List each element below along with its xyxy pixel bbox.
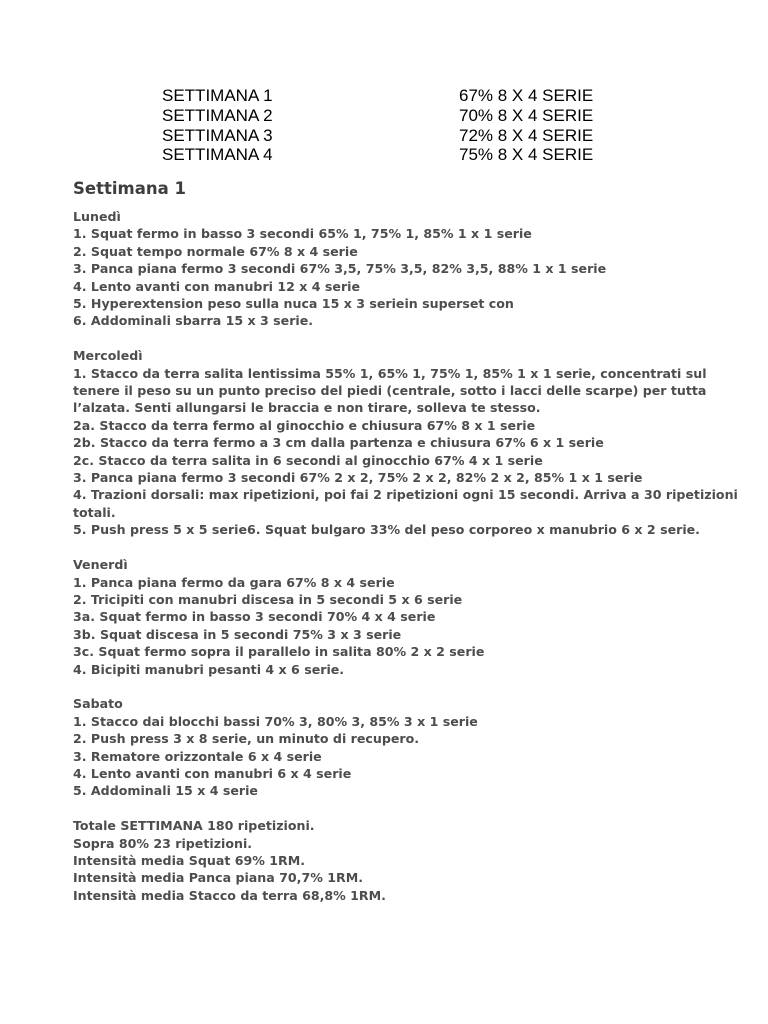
day-section [73, 695, 753, 799]
exercise-line: 3. Rematore orizzontale 6 x 4 serie [73, 748, 322, 764]
days-list [73, 208, 753, 800]
exercise-line: 2. Push press 3 x 8 serie, un minuto di recupero. [73, 731, 420, 747]
day-title: Sabato [73, 696, 123, 712]
exercise-line: 1. Panca piana fermo da gara 67% 8 x 4 serie [73, 574, 395, 590]
exercise-line: 1. Squat fermo in basso 3 secondi 65% 1, 75% 1, 85% 1 x 1 serie [73, 226, 532, 242]
summary-line: Intensità media Squat 69% 1RM. [73, 852, 306, 868]
week-label: SETTIMANA 3 [162, 125, 273, 145]
week-row [162, 86, 622, 106]
exercise-line: 5. Hyperextension peso sulla nuca 15 x 3 seriein superset con [73, 296, 514, 312]
exercise-line: 5. Push press 5 x 5 serie6. Squat bulgaro 33% del peso corporeo x manubrio 6 x 2 serie. [73, 522, 700, 538]
day-title: Lunedì [73, 209, 121, 224]
exercise-line: 4. Lento avanti con manubri 6 x 4 serie [73, 765, 352, 781]
exercise-line: 4. Trazioni dorsali: max ripetizioni, poi fai 2 ripetizioni ogni 15 secondi. Arriva a 30 ripetizioni [73, 487, 738, 503]
section-title: Settimana 1 [73, 179, 186, 198]
exercise-line: 6. Addominali sbarra 15 x 3 serie. [73, 313, 314, 329]
exercise-line: 3a. Squat fermo in basso 3 secondi 70% 4 x 4 serie [73, 609, 436, 625]
week-label: SETTIMANA 1 [162, 86, 273, 105]
exercise-line: 3c. Squat fermo sopra il parallelo in salita 80% 2 x 2 serie [73, 644, 485, 660]
weeks-table [162, 86, 622, 165]
week-summary [73, 817, 753, 904]
exercise-line: 1. Stacco da terra salita lentissima 55% 1, 65% 1, 75% 1, 85% 1 x 1 serie, concentrati sul [73, 365, 707, 381]
exercise-line: 4. Bicipiti manubri pesanti 4 x 6 serie. [73, 661, 345, 677]
exercise-line: l’alzata. Senti allungarsi le braccia e non tirare, solleva te stesso. [73, 400, 541, 416]
week-label: SETTIMANA 2 [162, 105, 273, 125]
summary-line: Totale SETTIMANA 180 ripetizioni. [73, 818, 315, 834]
week-load: 72% 8 X 4 SERIE [459, 125, 594, 145]
summary-line: Intensità media Panca piana 70,7% 1RM. [73, 870, 364, 886]
day-section [73, 208, 753, 330]
summary-line: Intensità media Stacco da terra 68,8% 1RM. [73, 887, 386, 903]
week-load: 75% 8 X 4 SERIE [459, 145, 594, 165]
exercise-line: totali. [73, 504, 116, 520]
exercise-line: 3b. Squat discesa in 5 secondi 75% 3 x 3 serie [73, 626, 402, 642]
exercise-line: 3. Panca piana fermo 3 secondi 67% 2 x 2, 75% 2 x 2, 82% 2 x 2, 85% 1 x 1 serie [73, 470, 643, 486]
exercise-line: 1. Stacco dai blocchi bassi 70% 3, 80% 3, 85% 3 x 1 serie [73, 713, 478, 729]
day-section [73, 556, 753, 678]
exercise-line: 4. Lento avanti con manubri 12 x 4 serie [73, 278, 361, 294]
week-row [162, 106, 622, 126]
week-row [162, 145, 622, 165]
exercise-line: 2b. Stacco da terra fermo a 3 cm dalla partenza e chiusura 67% 6 x 1 serie [73, 435, 604, 451]
document-body [73, 178, 753, 904]
week-load: 67% 8 X 4 SERIE [459, 86, 594, 105]
week-load: 70% 8 X 4 SERIE [459, 105, 594, 125]
exercise-line: tenere il peso su un punto preciso del piedi (centrale, sotto i lacci delle scarpe) per tutta [73, 383, 707, 399]
exercise-line: 2. Tricipiti con manubri discesa in 5 secondi 5 x 6 serie [73, 591, 463, 607]
exercise-line: 2a. Stacco da terra fermo al ginocchio e chiusura 67% 8 x 1 serie [73, 417, 536, 433]
day-title: Venerdì [73, 557, 128, 573]
exercise-line: 3. Panca piana fermo 3 secondi 67% 3,5, 75% 3,5, 82% 3,5, 88% 1 x 1 serie [73, 261, 607, 277]
exercise-line: 5. Addominali 15 x 4 serie [73, 783, 258, 799]
day-section [73, 347, 753, 538]
week-row [162, 126, 622, 146]
exercise-line: 2c. Stacco da terra salita in 6 secondi al ginocchio 67% 4 x 1 serie [73, 452, 543, 468]
summary-line: Sopra 80% 23 ripetizioni. [73, 835, 253, 851]
exercise-line: 2. Squat tempo normale 67% 8 x 4 serie [73, 243, 358, 259]
week-label: SETTIMANA 4 [162, 145, 273, 165]
day-title: Mercoledì [73, 348, 143, 364]
